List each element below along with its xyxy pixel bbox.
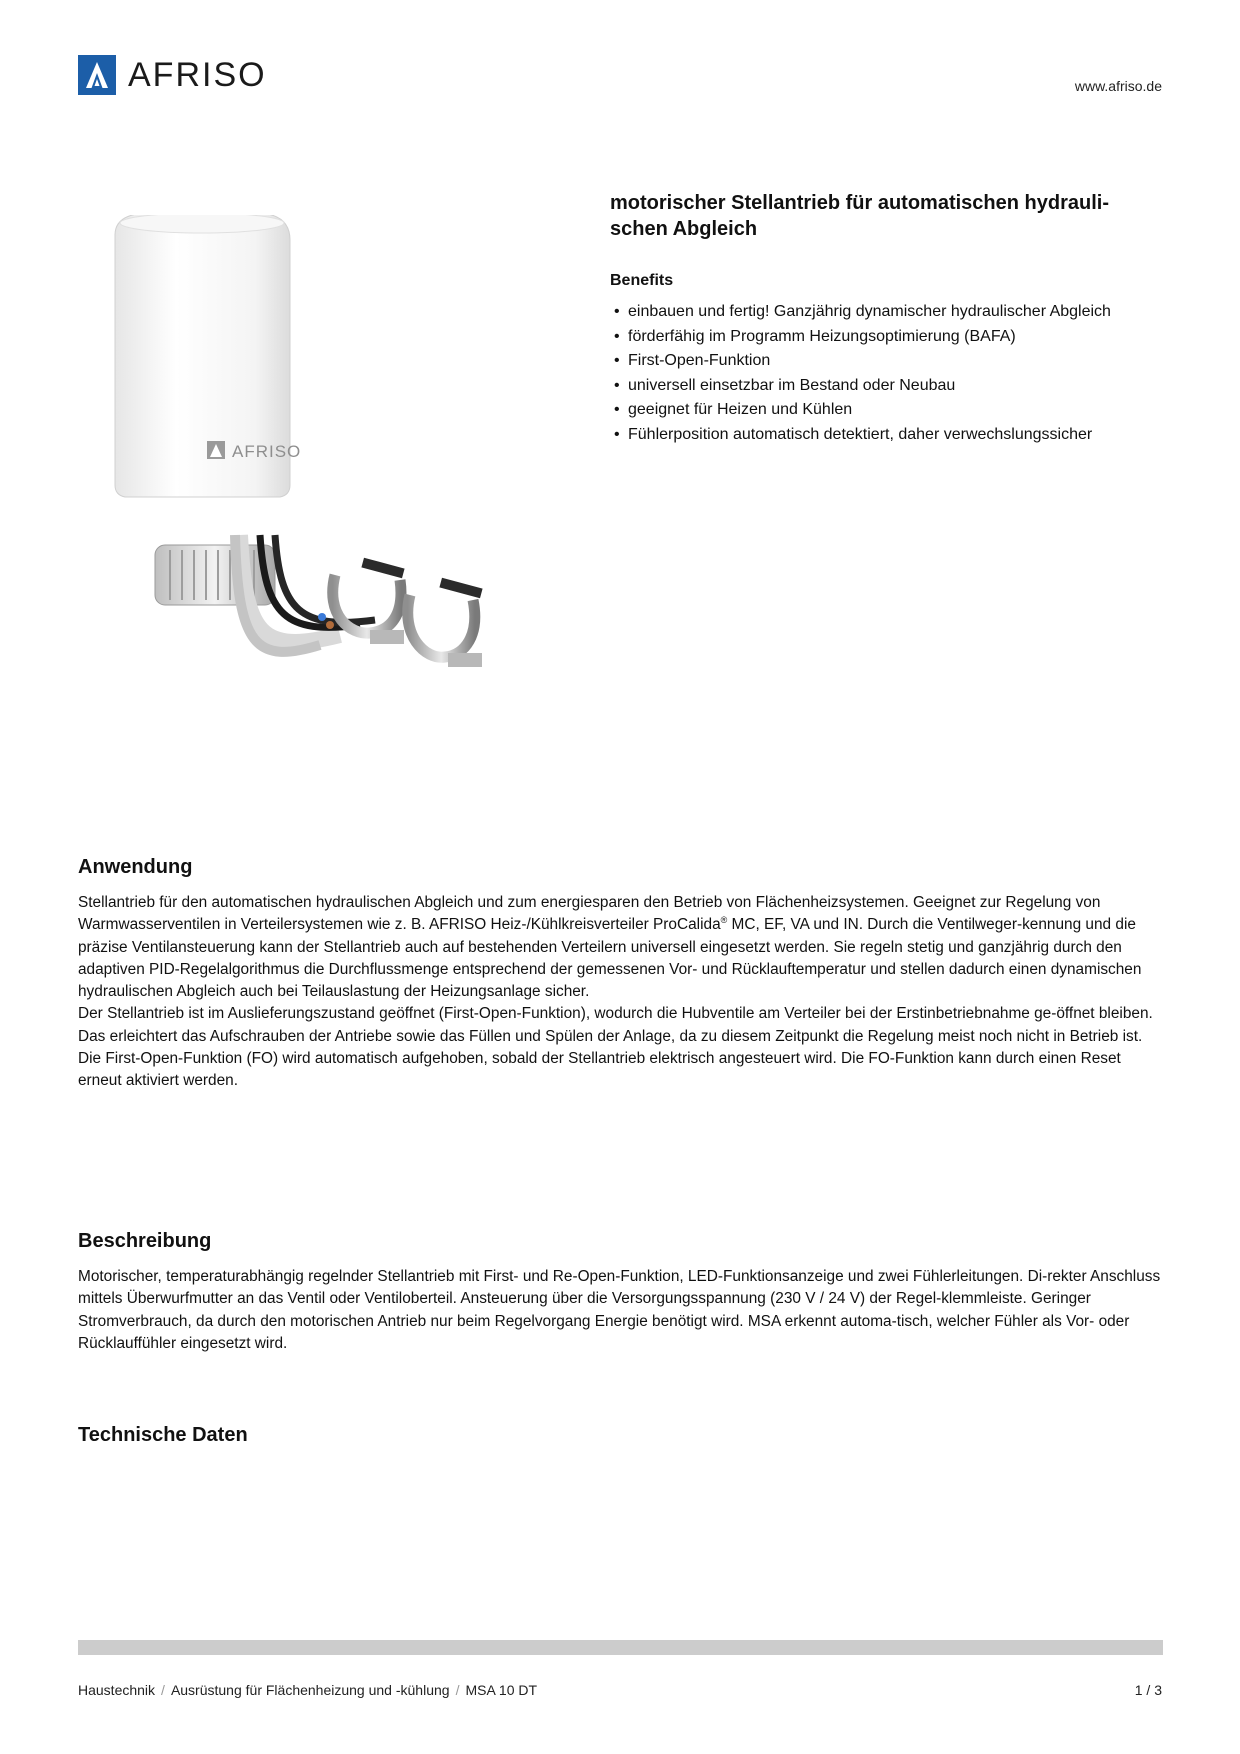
- breadcrumb-item-ausruestung[interactable]: Ausrüstung für Flächenheizung und -kühlung: [170, 1682, 450, 1698]
- anwendung-paragraph-2: Der Stellantrieb ist im Auslieferungszustand geöffnet (First-Open-Funktion), wodurch die Hubventile am Verteiler bei der Erstinbetriebnahme ge-öffnet bleiben. Das erleichtert das Aufschrauben der Antriebe sowie das Füllen und Spülen der Anlage, da zu diesem Zeitpunkt die Regelung meist noch nicht in Betrieb ist. Die First-Open-Funktion (FO) wird automatisch aufgehoben, sobald der Stellantrieb elektrisch angesteuert wird. Die FO-Funktion kann durch einen Reset erneut aktiviert werden.: [78, 1005, 1153, 1090]
- beschreibung-heading: Beschreibung: [78, 1230, 212, 1252]
- benefit-item: • förderfähig im Programm Heizungsoptimierung (BAFA): [614, 325, 1174, 350]
- beschreibung-paragraph: Motorischer, temperaturabhängig regelnder Stellantrieb mit First- und Re-Open-Funktion, LED-Funktionsanzeige und zwei Fühlerleitungen. Di-rekter Anschluss mittels Überwurfmutter an das Ventil oder Ventiloberteil. Ansteuerung über die Versorgungsspannung (230 V / 24 V) der Regel-klemmleiste. Geringer Stromverbrauch, da durch den motorischen Antrieb nur beim Regelvorgang Energie benötigt wird. MSA erkennt automa-tisch, welcher Fühler als Vor- oder Rücklauffühler eingesetzt wird.: [78, 1268, 1161, 1352]
- website-url[interactable]: www.afriso.de: [1074, 78, 1162, 94]
- product-title: [610, 190, 1170, 242]
- logo-text: AFRISO: [128, 55, 267, 94]
- breadcrumb-separator: /: [455, 1682, 460, 1698]
- breadcrumb-separator: /: [161, 1682, 165, 1698]
- page-number: 1 / 3: [1134, 1682, 1162, 1698]
- benefit-item: • universell einsetzbar im Bestand oder Neubau: [614, 374, 1174, 399]
- benefits-heading: Benefits: [610, 272, 674, 289]
- anwendung-paragraph-1: [78, 892, 1163, 1003]
- beschreibung-text: [78, 1266, 1163, 1355]
- product-image: [110, 215, 550, 775]
- anwendung-p1-part2: MC, EF, VA und IN. Durch die Ventilweger-kennung und die präzise Ventilansteuerung kann der Stellantrieb auch auf bestehenden Verteilern universell eingesetzt werden. Sie regeln stetig und ganzjährig durch den adaptiven PID-Regelalgorithmus die Durchflussmenge entsprechend der gemessenen Vor- und Rücklauftemperatur und stellen dadurch einen dynamischen hydraulischen Abgleich auch bei Teilauslastung der Heizungsanlage sicher.: [78, 916, 1142, 1001]
- benefit-item: • geeignet für Heizen und Kühlen: [614, 398, 1174, 423]
- benefit-item: • Fühlerposition automatisch detektiert, daher verwechslungssicher: [614, 423, 1174, 448]
- anwendung-p1-part1: Stellantrieb für den automatischen hydraulischen Abgleich und zum energiesparen den Betrieb von Flächenheizsystemen. Geeignet zur Regelung von Warmwasserventilen in Verteilersystemen wie z. B. AFRISO Heiz-/Kühlkreisverteiler ProCalida: [78, 894, 1101, 934]
- product-title-line1: motorischer Stellantrieb für automatischen hydrauli-: [610, 192, 1109, 214]
- breadcrumb-item-product: MSA 10 DT: [465, 1682, 538, 1698]
- benefits-list: [614, 300, 1174, 447]
- anwendung-text: [78, 892, 1163, 1093]
- afriso-logo: [78, 55, 267, 95]
- benefit-item: • einbauen und fertig! Ganzjährig dynamischer hydraulischer Abgleich: [614, 300, 1174, 325]
- technische-daten-heading: Technische Daten: [78, 1424, 248, 1446]
- registered-mark: ®: [720, 915, 728, 926]
- footer-bar: [78, 1640, 1163, 1655]
- image-brand-text: AFRISO: [232, 442, 302, 461]
- breadcrumb: [78, 1682, 537, 1698]
- logo-mark-icon: [78, 55, 116, 95]
- anwendung-heading: Anwendung: [78, 856, 193, 878]
- benefit-item: • First-Open-Funktion: [614, 349, 1174, 374]
- breadcrumb-item-haustechnik[interactable]: Haustechnik: [78, 1682, 156, 1698]
- product-title-line2: schen Abgleich: [610, 218, 758, 240]
